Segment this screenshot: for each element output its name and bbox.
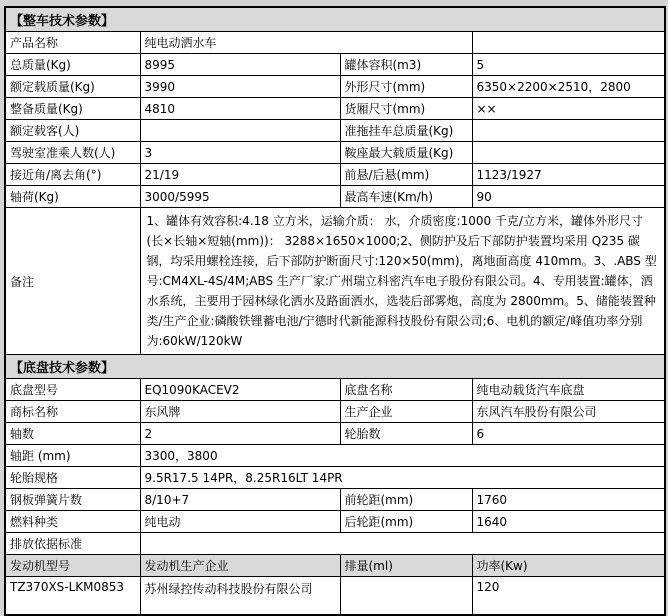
emission-standard-label: 排放依据标准 [5,533,140,555]
table-row [5,164,665,186]
rear-track-value: 1640 [472,511,665,533]
front-track-value: 1760 [472,489,665,511]
tank-volume-value: 5 [472,54,665,76]
chassis-model-value: EQ1090KACEV2 [140,379,340,401]
cab-seating-label: 驾驶室准乘人数(人) [5,142,140,164]
engine-manufacturer-header: 发动机生产企业 [140,555,340,577]
engine-manufacturer-value: 苏州绿控传动科技股份有限公司 [140,577,340,616]
max-speed-label: 最高车速(Km/h) [340,186,472,208]
approach-departure-angle-value: 21/19 [140,164,340,186]
front-track-label: 前轮距(mm) [340,489,472,511]
table-row [5,445,665,467]
total-mass-label: 总质量(Kg) [5,54,140,76]
product-name-label: 产品名称 [5,32,140,54]
table-row [5,186,665,208]
table-row [5,379,665,401]
rated-passengers-label: 额定载客(人) [5,120,140,142]
saddle-load-value [472,142,665,164]
table-row [5,533,665,555]
tank-volume-label: 罐体容积(m3) [340,54,472,76]
fuel-type-value: 纯电动 [140,511,340,533]
wheelbase-label: 轴距 (mm) [5,445,140,467]
axle-load-label: 轴荷(Kg) [5,186,140,208]
table-row [5,423,665,445]
power-value: 120 [472,577,665,616]
axle-count-value: 2 [140,423,340,445]
engine-data-row [5,577,665,616]
chassis-name-label: 底盘名称 [340,379,472,401]
displacement-header: 排量(ml) [340,555,472,577]
displacement-value [340,577,472,616]
chassis-section-title: 【底盘技术参数】 [5,355,665,379]
rear-track-label: 后轮距(mm) [340,511,472,533]
leaf-spring-value: 8/10+7 [140,489,340,511]
table-row [5,467,665,489]
rated-load-value: 3990 [140,76,340,98]
overall-dimensions-label: 外形尺寸(mm) [340,76,472,98]
axle-count-label: 轴数 [5,423,140,445]
engine-model-header: 发动机型号 [5,555,140,577]
table-row [5,76,665,98]
chassis-model-label: 底盘型号 [5,379,140,401]
product-name-value: 纯电动洒水车 [140,32,472,54]
table-row [5,98,665,120]
engine-model-value: TZ370XS-LKM0853 [5,577,140,616]
front-rear-overhang-value: 1123/1927 [472,164,665,186]
overall-dimensions-value: 6350×2200×2510，2800 [472,76,665,98]
vehicle-section-header-row [5,7,665,32]
tire-count-value: 6 [472,423,665,445]
trailer-mass-value [472,120,665,142]
cargo-box-size-value: ×× [472,98,665,120]
vehicle-spec-table [4,6,666,616]
emission-standard-value [140,533,665,555]
tire-count-label: 轮胎数 [340,423,472,445]
trailer-mass-label: 准拖挂车总质量(Kg) [340,120,472,142]
manufacturer-value: 东风汽车股份有限公司 [472,401,665,423]
rated-passengers-value [140,120,340,142]
wheelbase-value: 3300，3800 [140,445,665,467]
table-row [5,54,665,76]
table-row [5,489,665,511]
tire-spec-value: 9.5R17.5 14PR，8.25R16LT 14PR [140,467,665,489]
approach-departure-angle-label: 接近角/离去角(°) [5,164,140,186]
engine-header-row [5,555,665,577]
table-row [5,32,665,54]
cargo-box-size-label: 货厢尺寸(mm) [340,98,472,120]
remark-row [5,208,665,355]
vehicle-section-title: 【整车技术参数】 [5,7,665,32]
chassis-section-header-row [5,355,665,379]
brand-name-label: 商标名称 [5,401,140,423]
power-header: 功率(Kw) [472,555,665,577]
brand-name-value: 东风牌 [140,401,340,423]
remark-label: 备注 [5,208,140,355]
axle-load-value: 3000/5995 [140,186,340,208]
saddle-load-label: 鞍座最大载质量(Kg) [340,142,472,164]
leaf-spring-label: 钢板弹簧片数 [5,489,140,511]
max-speed-value: 90 [472,186,665,208]
curb-weight-label: 整备质量(Kg) [5,98,140,120]
table-row [5,401,665,423]
rated-load-label: 额定载质量(Kg) [5,76,140,98]
table-row [5,142,665,164]
remark-text: 1、罐体有效容积:4.18 立方米，运输介质： 水，介质密度:1000 千克/立方米，罐体外形尺寸(长×长轴×短轴(mm))： 3288×1650×1000;2、侧防护及后下部防护装置均采用 Q235 碳钢，均采用螺栓连接，后下部防护断面尺寸:120×50(mm)，离地面高度 410mm。3、.ABS 型号:CM4XL-4S/4M;ABS 生产厂家:广州瑞立科密汽车电子股份有限公司。4、专用装置:罐体，洒水系统，主要用于园林绿化洒水及路面洒水，选装后部雾炮，高度为 2800mm。5、储能装置种类/生产企业:磷酸铁锂蓄电池/宁德时代新能源科技股份有限公司;6、电机的额定/峰值功率分别为:60kW/120kW [140,208,665,355]
table-row [5,120,665,142]
chassis-name-value: 纯电动载货汽车底盘 [472,379,665,401]
fuel-type-label: 燃料种类 [5,511,140,533]
tire-spec-label: 轮胎规格 [5,467,140,489]
curb-weight-value: 4810 [140,98,340,120]
cab-seating-value: 3 [140,142,340,164]
manufacturer-label: 生产企业 [340,401,472,423]
total-mass-value: 8995 [140,54,340,76]
front-rear-overhang-label: 前悬/后悬(mm) [340,164,472,186]
table-row [5,511,665,533]
empty-cell [472,32,665,54]
